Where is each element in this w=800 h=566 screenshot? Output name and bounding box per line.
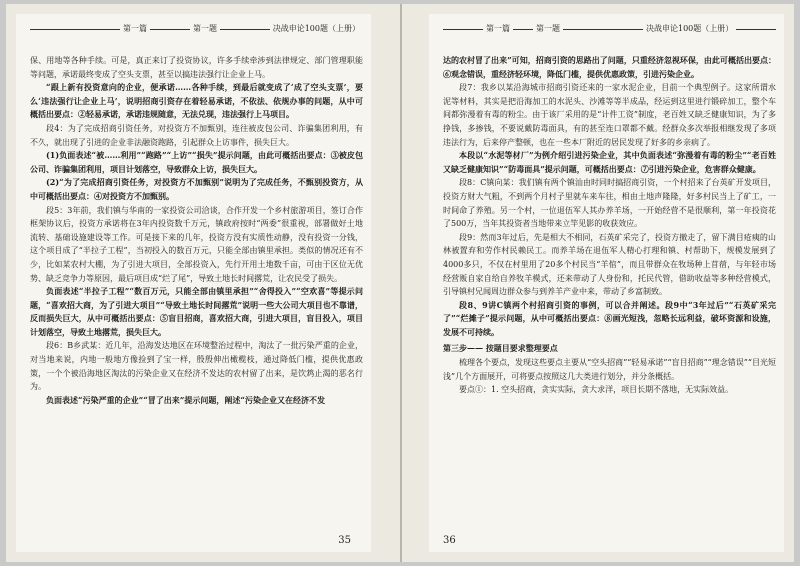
- left-page: [16, 14, 371, 552]
- book-gutter: [400, 4, 402, 562]
- header-book-title: 决战申论100题（上册）: [643, 22, 736, 36]
- body-paragraph: “跟上新有投资意向的企业，便承诺……各种手续，到最后就变成了‘成了空头支票’，要么‘违法强行让企业上马’，说明招商引资存在着轻易承诺，不依法、依规办事的问题，从中可概括出要点：②轻易承诺，承诺违规随意，无法兑现，违法强行上马项目。: [30, 82, 363, 120]
- header-part: 第一篇: [483, 22, 513, 36]
- body-paragraph: 要点①：1. 空头招商，贪实实际，贪大求洋，项目长期不落地，无实际效益。: [459, 385, 734, 395]
- body-paragraph: 段6：B乡武某：近几年，沿海发达地区在环境整治过程中，淘汰了一批污染严重的企业，对当地来说，内地一般地方像捡到了宝一样，殷殷伸出橄榄枝，通过降低门槛，提供优惠政策，一个个被沿海地区淘汰的污染企业又在经济不发达的农村留了出来，是饮鸩止渴的恶名行为。: [30, 341, 363, 392]
- page-number: 35: [338, 535, 351, 546]
- body-paragraph: 本段以“水泥等材厂”为例介绍引进污染企业，其中负面表述“弥漫着有毒的粉尘”“老百姓又缺乏健康知识”“防毒面具”提示问题，可概括出要点：⑦引进污染企业，危害群众健康。: [443, 150, 776, 174]
- body-paragraph: 梳理各个要点，发现这些要点主要从“空头招商”“轻易承诺”“盲目招商”“理念错误”“目光短浅”几个方面展开，可将要点按照这几大类进行划分，并分条概括。: [443, 358, 776, 381]
- header-part: 第一篇: [120, 22, 150, 36]
- body-paragraph: 段4：为了完成招商引资任务，对投资方不加甄别，连往被皮包公司、诈骗集团利用，有不久，就出现了引进的企业非法融资跑路，引起群众上访事件，损失巨大。: [30, 123, 363, 147]
- right-page: [429, 14, 784, 552]
- book-spread: [6, 4, 794, 562]
- body-paragraph: (2)“为了完成招商引资任务，对投资方不加甄别”说明为了完成任务，不甄别投资方，从中可概括出要点：④对投资方不加甄别。: [30, 177, 363, 201]
- body-paragraph: 段5：3年前，我们镇与华南的一家投资公司洽谈，合作开发一个乡村旅游项目，签订合作框架协议后，投资方承诺将在3年内投资数千万元，镇政府按时“两委”很重视，部署做好土地流转、基础设施建设等工作。可是接下来的几年，投资方没有实质性动静，没有投资一分钱，这个项目成了“半拉子工程”，当初投入的数百万元，只能全部由镇里承担。类似的情况还有不少，比如某农村大棚，为了引进大项目，全部投资入，先行开用土地数千亩，可由于区位无优势、缺乏竞争力等原因，最后项目成“烂了尾”，导致土地长时间撂荒，让农民受了损失。: [30, 205, 363, 283]
- right-page-body: [443, 54, 776, 397]
- left-page-header: [30, 22, 363, 36]
- left-page-body: [30, 54, 363, 407]
- body-paragraph: (1)负面表述“被……利用”“跑路”“上访”“损失”提示问题，由此可概括出要点：③被皮包公司、诈骗集团利用，项目计划落空，导致群众上访，损失巨大。: [30, 150, 363, 174]
- right-page-header: [443, 22, 776, 36]
- body-paragraph: 段9：然而3年过后，先是相大不相同，石英矿采完了，投资方撤走了，留下满目疮痍的山林被置弃和劳作村民赖民工。而养羊场在退伍军人精心打理和镇、村帮助下，规模发展到了4000多只，不仅在村里用了20多个村民当“羊倌”，而且带群众在牧场种上苜蓿，与年轻市场经营贩自家自给自养牧羊模式，还来带动了人身份和，托民代管，借助收益等多种经营模式，引导镇村兄闻周边群众参与到养羊产业中来，带动了乡富制致。: [443, 232, 776, 297]
- body-paragraph: 段7：我乡以某沿海城市招商引资还来的一家水泥企业，目前一个典型例子。这家所谓水泥等材料，其实是把沿海加工的水泥头、沙滩等等半成品，经运到这里进行锻碎加工，整个车间都弥漫着有毒的粉尘。由于该厂采用的是“计件工资”制度，老百姓又缺乏健康知识，为了多挣钱，多掺钱，不要说戴防毒面具，有的甚至连口罩都不戴。经群众多次举报相继发现了多项违法行为，后来停产整顿，也在一些本厂附近的居民发现了好多的乡亲病了。: [443, 83, 776, 147]
- body-paragraph: 保、用地等各种手续。可是，真正来订了投资协议，许多手续牵涉到法律规定、部门管理职能等问题，承诺最终变成了空头支票，甚至以搞违法强行让企业上马。: [30, 56, 363, 79]
- body-paragraph: 负面表述“半拉子工程”“数百万元，只能全部由镇里承担”“舍得投入”“空欢喜”等提示问题，“喜欢招大商，为了引进大项目”“导致土地长时间撂荒”说明一些大公司大项目也不靠谱，反而损失巨大，从中可概括出要点：⑤盲目招商，喜欢招大商，引进大项目，盲目投入，项目计划落空，导致土地撂荒，损失巨大。: [30, 286, 363, 337]
- body-paragraph: 段8：C镇向某：我们镇有两个镇汕由时同时搞招商引资，一个村招来了台英矿开发项目，投资方财大气粗，不到两个月村子里就车来车往，相由土地声隆隆，好多村民当上了矿工，一时间命了养殖。另一个村，一位退伍军人其办养羊场，一开始经营不是很顺利，第一年投资花了500万，当年其投资者当地带来立竿见影的收获效应。: [443, 178, 776, 229]
- header-book-title: 决战申论100题（上册）: [270, 22, 363, 36]
- body-paragraph: 第三步—— 按题目要求整理要点: [443, 343, 558, 354]
- body-paragraph: 段8、9讲C镇两个村招商引资的事例，可以合并阐述。段9中“3年过后”“石英矿采完了”“烂摊子”提示问题，从中可概括出要点：⑧画光短浅，忽略长远利益，破坏资源和设施，发展不可持续。: [443, 299, 776, 337]
- body-paragraph: 负面表述“污染严重的企业”“冒了出来”提示问题，阐述“污染企业又在经济不发: [46, 394, 326, 405]
- body-paragraph: 达的农村冒了出来”可知，招商引资的思路出了问题，只重经济忽视环保，由此可概括出要点：⑥观念错误，重经济轻环境，降低门槛，提供优惠政策，引进污染企业。: [443, 55, 776, 79]
- page-number: 36: [443, 535, 456, 546]
- header-topic: 第一题: [533, 22, 563, 36]
- header-topic: 第一题: [190, 22, 220, 36]
